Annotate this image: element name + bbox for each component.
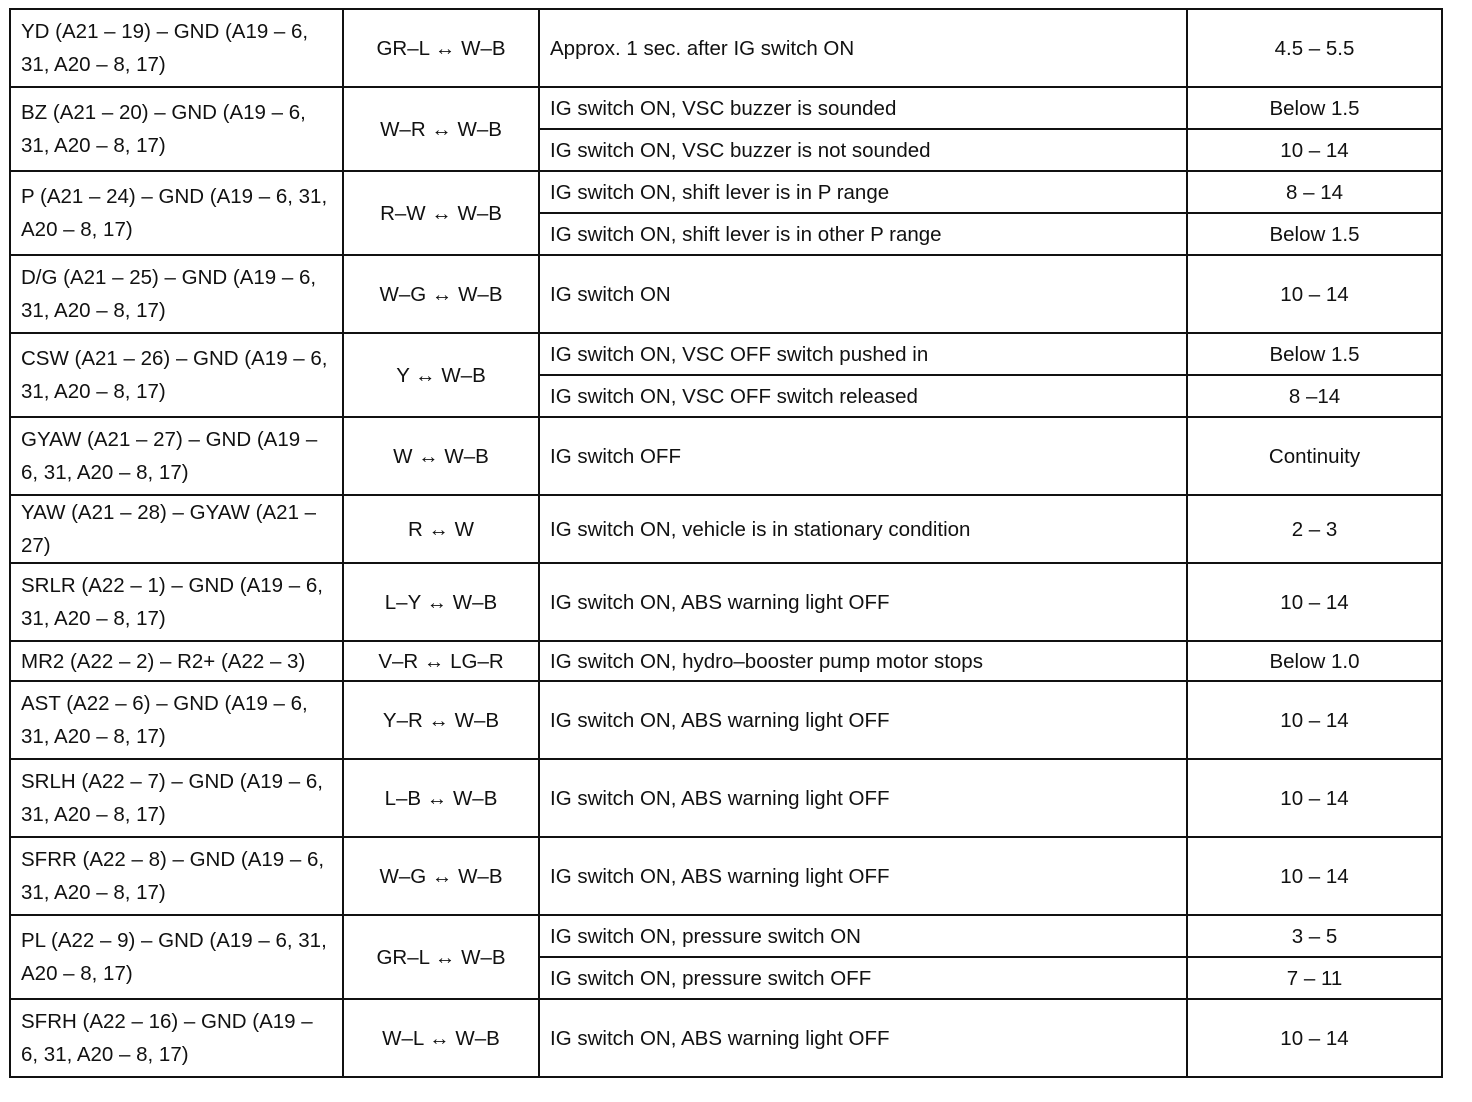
specified-condition-cell: 4.5 – 5.5 bbox=[1187, 9, 1442, 87]
table-row bbox=[10, 999, 1442, 1077]
wiring-color-cell: GR–L ↔ W–B bbox=[343, 9, 539, 87]
table-row bbox=[10, 9, 1442, 87]
condition-cell: IG switch ON, VSC buzzer is not sounded bbox=[539, 129, 1187, 171]
table-row bbox=[10, 87, 1442, 129]
table-row bbox=[10, 759, 1442, 837]
terminal-cell: CSW (A21 – 26) – GND (A19 – 6, 31, A20 – 8, 17) bbox=[10, 333, 343, 417]
terminal-cell: YAW (A21 – 28) – GYAW (A21 – 27) bbox=[10, 495, 343, 563]
wiring-color-cell: W ↔ W–B bbox=[343, 417, 539, 495]
wiring-color-cell: L–B ↔ W–B bbox=[343, 759, 539, 837]
specified-condition-cell: 10 – 14 bbox=[1187, 999, 1442, 1077]
specified-condition-cell: 3 – 5 bbox=[1187, 915, 1442, 957]
specified-condition-cell: Below 1.5 bbox=[1187, 213, 1442, 255]
terminal-voltage-table bbox=[9, 8, 1443, 1078]
table-row bbox=[10, 837, 1442, 915]
terminal-cell: D/G (A21 – 25) – GND (A19 – 6, 31, A20 – 8, 17) bbox=[10, 255, 343, 333]
terminal-cell: MR2 (A22 – 2) – R2+ (A22 – 3) bbox=[10, 641, 343, 681]
condition-cell: Approx. 1 sec. after IG switch ON bbox=[539, 9, 1187, 87]
terminal-cell: AST (A22 – 6) – GND (A19 – 6, 31, A20 – 8, 17) bbox=[10, 681, 343, 759]
terminal-cell: YD (A21 – 19) – GND (A19 – 6, 31, A20 – 8, 17) bbox=[10, 9, 343, 87]
terminal-cell: SRLH (A22 – 7) – GND (A19 – 6, 31, A20 – 8, 17) bbox=[10, 759, 343, 837]
wiring-color-cell: Y ↔ W–B bbox=[343, 333, 539, 417]
condition-cell: IG switch ON, VSC OFF switch released bbox=[539, 375, 1187, 417]
wiring-color-cell: W–L ↔ W–B bbox=[343, 999, 539, 1077]
specified-condition-cell: 10 – 14 bbox=[1187, 129, 1442, 171]
table-body bbox=[10, 9, 1442, 1077]
condition-cell: IG switch ON, ABS warning light OFF bbox=[539, 681, 1187, 759]
wiring-color-cell: Y–R ↔ W–B bbox=[343, 681, 539, 759]
terminal-cell: GYAW (A21 – 27) – GND (A19 – 6, 31, A20 – 8, 17) bbox=[10, 417, 343, 495]
condition-cell: IG switch ON, VSC buzzer is sounded bbox=[539, 87, 1187, 129]
specified-condition-cell: Below 1.0 bbox=[1187, 641, 1442, 681]
specified-condition-cell: Below 1.5 bbox=[1187, 87, 1442, 129]
terminal-cell: SFRH (A22 – 16) – GND (A19 – 6, 31, A20 – 8, 17) bbox=[10, 999, 343, 1077]
specified-condition-cell: 7 – 11 bbox=[1187, 957, 1442, 999]
wiring-color-cell: V–R ↔ LG–R bbox=[343, 641, 539, 681]
condition-cell: IG switch ON, shift lever is in other P range bbox=[539, 213, 1187, 255]
wiring-color-cell: W–G ↔ W–B bbox=[343, 837, 539, 915]
terminal-cell: SRLR (A22 – 1) – GND (A19 – 6, 31, A20 – 8, 17) bbox=[10, 563, 343, 641]
table-row bbox=[10, 333, 1442, 375]
specified-condition-cell: 2 – 3 bbox=[1187, 495, 1442, 563]
condition-cell: IG switch ON, VSC OFF switch pushed in bbox=[539, 333, 1187, 375]
table-row bbox=[10, 495, 1442, 563]
specified-condition-cell: 8 – 14 bbox=[1187, 171, 1442, 213]
table-row bbox=[10, 255, 1442, 333]
terminal-cell: P (A21 – 24) – GND (A19 – 6, 31, A20 – 8, 17) bbox=[10, 171, 343, 255]
condition-cell: IG switch ON bbox=[539, 255, 1187, 333]
table-row bbox=[10, 171, 1442, 213]
wiring-color-cell: R–W ↔ W–B bbox=[343, 171, 539, 255]
condition-cell: IG switch ON, pressure switch OFF bbox=[539, 957, 1187, 999]
specified-condition-cell: Below 1.5 bbox=[1187, 333, 1442, 375]
specified-condition-cell: 10 – 14 bbox=[1187, 255, 1442, 333]
terminal-cell: BZ (A21 – 20) – GND (A19 – 6, 31, A20 – 8, 17) bbox=[10, 87, 343, 171]
terminal-cell: PL (A22 – 9) – GND (A19 – 6, 31, A20 – 8, 17) bbox=[10, 915, 343, 999]
table-row bbox=[10, 681, 1442, 759]
table-row bbox=[10, 915, 1442, 957]
wiring-color-cell: R ↔ W bbox=[343, 495, 539, 563]
condition-cell: IG switch ON, vehicle is in stationary condition bbox=[539, 495, 1187, 563]
specified-condition-cell: 8 –14 bbox=[1187, 375, 1442, 417]
table-row bbox=[10, 417, 1442, 495]
specified-condition-cell: 10 – 14 bbox=[1187, 681, 1442, 759]
specified-condition-cell: 10 – 14 bbox=[1187, 563, 1442, 641]
table-row bbox=[10, 641, 1442, 681]
terminal-cell: SFRR (A22 – 8) – GND (A19 – 6, 31, A20 – 8, 17) bbox=[10, 837, 343, 915]
wiring-color-cell: W–G ↔ W–B bbox=[343, 255, 539, 333]
condition-cell: IG switch ON, ABS warning light OFF bbox=[539, 999, 1187, 1077]
condition-cell: IG switch ON, ABS warning light OFF bbox=[539, 563, 1187, 641]
specified-condition-cell: Continuity bbox=[1187, 417, 1442, 495]
specified-condition-cell: 10 – 14 bbox=[1187, 759, 1442, 837]
table-row bbox=[10, 563, 1442, 641]
condition-cell: IG switch ON, hydro–booster pump motor stops bbox=[539, 641, 1187, 681]
condition-cell: IG switch ON, shift lever is in P range bbox=[539, 171, 1187, 213]
condition-cell: IG switch ON, pressure switch ON bbox=[539, 915, 1187, 957]
wiring-color-cell: W–R ↔ W–B bbox=[343, 87, 539, 171]
condition-cell: IG switch ON, ABS warning light OFF bbox=[539, 837, 1187, 915]
condition-cell: IG switch OFF bbox=[539, 417, 1187, 495]
condition-cell: IG switch ON, ABS warning light OFF bbox=[539, 759, 1187, 837]
wiring-color-cell: GR–L ↔ W–B bbox=[343, 915, 539, 999]
wiring-color-cell: L–Y ↔ W–B bbox=[343, 563, 539, 641]
specified-condition-cell: 10 – 14 bbox=[1187, 837, 1442, 915]
